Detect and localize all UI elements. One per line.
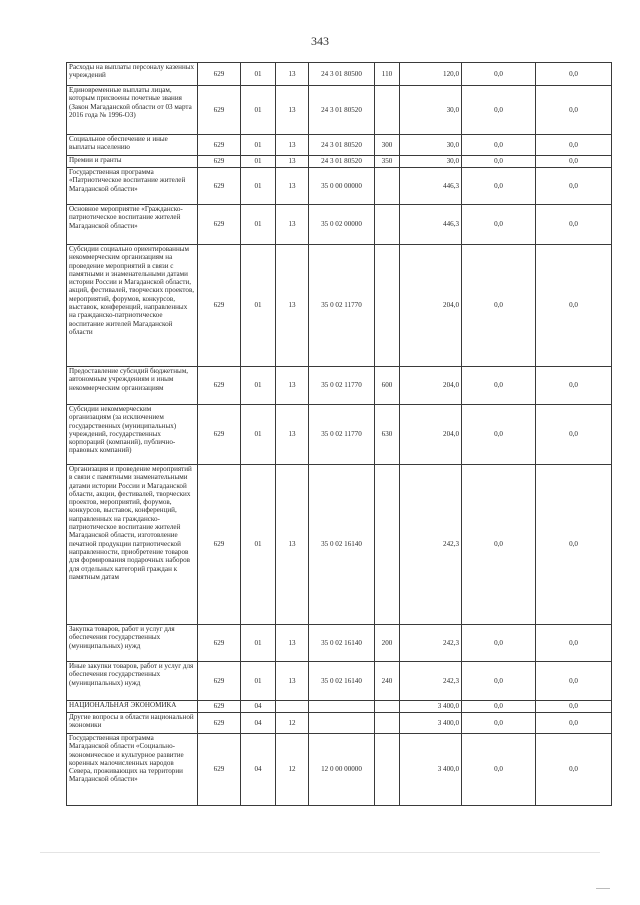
cell-name: Иные закупки товаров, работ и услуг для обеспечения государственных (муниципальных) нужд bbox=[67, 662, 198, 701]
cell-rz: 01 bbox=[241, 168, 276, 205]
cell-v1: 446,3 bbox=[400, 168, 462, 205]
cell-pr: 13 bbox=[276, 168, 309, 205]
cell-v2: 0,0 bbox=[462, 465, 536, 625]
cell-v2: 0,0 bbox=[462, 662, 536, 701]
table-row bbox=[67, 63, 612, 86]
cell-rz: 01 bbox=[241, 367, 276, 405]
cell-v2: 0,0 bbox=[462, 367, 536, 405]
table-row bbox=[67, 205, 612, 245]
cell-rz: 01 bbox=[241, 63, 276, 86]
cell-ved: 629 bbox=[198, 713, 241, 734]
cell-v3: 0,0 bbox=[536, 63, 612, 86]
cell-pr: 13 bbox=[276, 465, 309, 625]
cell-v3: 0,0 bbox=[536, 86, 612, 135]
cell-pr: 13 bbox=[276, 63, 309, 86]
cell-vr bbox=[375, 713, 400, 734]
cell-vr bbox=[375, 701, 400, 713]
cell-v3: 0,0 bbox=[536, 205, 612, 245]
cell-vr bbox=[375, 245, 400, 367]
cell-rz: 01 bbox=[241, 135, 276, 156]
cell-v3: 0,0 bbox=[536, 662, 612, 701]
cell-ved: 629 bbox=[198, 63, 241, 86]
cell-name: Организация и проведение мероприятий в связи с памятными знаменательными датами истории России и Магаданской области, акции, фестивалей, творческих проектов, мероприятий, форумов, конкурсов, выставок, конференций, направленных на гражданско-патриотическое воспитание жителей Магаданской области, изготовление печатной продукции патриотической направленности, приобретение товаров для формирования подарочных наборов для отдельных категорий граждан к памятным датам bbox=[67, 465, 198, 625]
cell-name: Расходы на выплаты персоналу казенных учреждений bbox=[67, 63, 198, 86]
cell-name: Государственная программа Магаданской области «Социально-экономическое и культурное развитие коренных малочисленных народов Севера, проживающих на территории Магаданской области» bbox=[67, 734, 198, 806]
cell-name: Предоставление субсидий бюджетным, автономным учреждениям и иным некоммерческим организациям bbox=[67, 367, 198, 405]
cell-csr: 24 3 01 80520 bbox=[309, 156, 375, 168]
cell-pr: 12 bbox=[276, 713, 309, 734]
cell-rz: 01 bbox=[241, 156, 276, 168]
table-row bbox=[67, 135, 612, 156]
table-body bbox=[67, 63, 612, 806]
cell-pr bbox=[276, 701, 309, 713]
cell-rz: 01 bbox=[241, 465, 276, 625]
scan-artifact bbox=[596, 888, 610, 889]
cell-v2: 0,0 bbox=[462, 245, 536, 367]
cell-v1: 204,0 bbox=[400, 245, 462, 367]
table-row bbox=[67, 405, 612, 465]
cell-vr bbox=[375, 86, 400, 135]
table-row bbox=[67, 701, 612, 713]
cell-pr: 13 bbox=[276, 156, 309, 168]
cell-ved: 629 bbox=[198, 168, 241, 205]
cell-ved: 629 bbox=[198, 662, 241, 701]
cell-csr: 35 0 02 16140 bbox=[309, 625, 375, 662]
cell-ved: 629 bbox=[198, 367, 241, 405]
cell-csr: 24 3 01 80520 bbox=[309, 86, 375, 135]
cell-v3: 0,0 bbox=[536, 168, 612, 205]
cell-rz: 04 bbox=[241, 734, 276, 806]
cell-v2: 0,0 bbox=[462, 713, 536, 734]
cell-ved: 629 bbox=[198, 465, 241, 625]
cell-csr: 35 0 02 16140 bbox=[309, 465, 375, 625]
cell-name: Закупка товаров, работ и услуг для обеспечения государственных (муниципальных) нужд bbox=[67, 625, 198, 662]
cell-ved: 629 bbox=[198, 86, 241, 135]
cell-pr: 13 bbox=[276, 662, 309, 701]
cell-csr: 35 0 02 16140 bbox=[309, 662, 375, 701]
cell-csr: 12 0 00 00000 bbox=[309, 734, 375, 806]
cell-csr: 35 0 02 11770 bbox=[309, 405, 375, 465]
cell-v1: 30,0 bbox=[400, 135, 462, 156]
cell-ved: 629 bbox=[198, 245, 241, 367]
cell-vr: 300 bbox=[375, 135, 400, 156]
cell-v1: 204,0 bbox=[400, 367, 462, 405]
cell-v1: 204,0 bbox=[400, 405, 462, 465]
cell-name: Другие вопросы в области национальной экономики bbox=[67, 713, 198, 734]
cell-csr: 24 3 01 80520 bbox=[309, 135, 375, 156]
cell-v1: 242,3 bbox=[400, 465, 462, 625]
cell-csr: 35 0 00 00000 bbox=[309, 168, 375, 205]
cell-v1: 30,0 bbox=[400, 86, 462, 135]
cell-v1: 3 400,0 bbox=[400, 734, 462, 806]
cell-vr bbox=[375, 168, 400, 205]
cell-v2: 0,0 bbox=[462, 86, 536, 135]
cell-pr: 13 bbox=[276, 86, 309, 135]
cell-vr: 240 bbox=[375, 662, 400, 701]
cell-v3: 0,0 bbox=[536, 245, 612, 367]
table-row bbox=[67, 367, 612, 405]
cell-v3: 0,0 bbox=[536, 713, 612, 734]
cell-pr: 13 bbox=[276, 205, 309, 245]
cell-v3: 0,0 bbox=[536, 625, 612, 662]
table-row bbox=[67, 465, 612, 625]
cell-v2: 0,0 bbox=[462, 625, 536, 662]
cell-v2: 0,0 bbox=[462, 63, 536, 86]
cell-v1: 3 400,0 bbox=[400, 713, 462, 734]
cell-v3: 0,0 bbox=[536, 156, 612, 168]
cell-name: Единовременные выплаты лицам, которым присвоены почетные звания (Закон Магаданской области от 03 марта 2016 года № 1996-ОЗ) bbox=[67, 86, 198, 135]
cell-v3: 0,0 bbox=[536, 405, 612, 465]
cell-v3: 0,0 bbox=[536, 701, 612, 713]
cell-v2: 0,0 bbox=[462, 405, 536, 465]
cell-name: НАЦИОНАЛЬНАЯ ЭКОНОМИКА bbox=[67, 701, 198, 713]
cell-v1: 242,3 bbox=[400, 625, 462, 662]
cell-v2: 0,0 bbox=[462, 205, 536, 245]
cell-v2: 0,0 bbox=[462, 168, 536, 205]
cell-pr: 13 bbox=[276, 367, 309, 405]
table-row bbox=[67, 713, 612, 734]
cell-v1: 3 400,0 bbox=[400, 701, 462, 713]
table-row bbox=[67, 662, 612, 701]
table-row bbox=[67, 86, 612, 135]
cell-vr bbox=[375, 734, 400, 806]
cell-vr: 350 bbox=[375, 156, 400, 168]
cell-v2: 0,0 bbox=[462, 156, 536, 168]
cell-csr: 35 0 02 11770 bbox=[309, 367, 375, 405]
cell-csr: 35 0 02 11770 bbox=[309, 245, 375, 367]
cell-ved: 629 bbox=[198, 701, 241, 713]
page-number: 343 bbox=[311, 34, 329, 48]
cell-ved: 629 bbox=[198, 734, 241, 806]
cell-name: Государственная программа «Патриотическое воспитание жителей Магаданской области» bbox=[67, 168, 198, 205]
cell-csr: 24 3 01 80500 bbox=[309, 63, 375, 86]
cell-vr: 200 bbox=[375, 625, 400, 662]
cell-ved: 629 bbox=[198, 135, 241, 156]
cell-name: Субсидии социально ориентированным некоммерческим организациям на проведение мероприятий в связи с памятными и знаменательными датами истории России и Магаданской области, акций, фестивалей, творческих проектов, мероприятий, форумов, конкурсов, выставок, конференций, направленных на гражданско-патриотическое воспитание жителей Магаданской области bbox=[67, 245, 198, 367]
cell-vr bbox=[375, 465, 400, 625]
cell-v2: 0,0 bbox=[462, 701, 536, 713]
table-row bbox=[67, 734, 612, 806]
cell-pr: 13 bbox=[276, 245, 309, 367]
cell-pr: 13 bbox=[276, 135, 309, 156]
cell-vr: 630 bbox=[375, 405, 400, 465]
cell-rz: 01 bbox=[241, 662, 276, 701]
cell-ved: 629 bbox=[198, 405, 241, 465]
cell-rz: 01 bbox=[241, 405, 276, 465]
table-row bbox=[67, 168, 612, 205]
cell-rz: 01 bbox=[241, 245, 276, 367]
cell-ved: 629 bbox=[198, 205, 241, 245]
cell-v1: 242,3 bbox=[400, 662, 462, 701]
cell-v1: 30,0 bbox=[400, 156, 462, 168]
cell-v2: 0,0 bbox=[462, 734, 536, 806]
cell-v1: 120,0 bbox=[400, 63, 462, 86]
cell-v3: 0,0 bbox=[536, 465, 612, 625]
cell-csr bbox=[309, 701, 375, 713]
cell-ved: 629 bbox=[198, 625, 241, 662]
cell-vr: 600 bbox=[375, 367, 400, 405]
cell-v3: 0,0 bbox=[536, 135, 612, 156]
cell-pr: 12 bbox=[276, 734, 309, 806]
cell-rz: 01 bbox=[241, 625, 276, 662]
cell-name: Социальное обеспечение и иные выплаты населению bbox=[67, 135, 198, 156]
cell-name: Премии и гранты bbox=[67, 156, 198, 168]
cell-vr: 110 bbox=[375, 63, 400, 86]
table-row bbox=[67, 625, 612, 662]
cell-rz: 04 bbox=[241, 701, 276, 713]
budget-table bbox=[66, 62, 612, 806]
scan-artifact bbox=[40, 852, 600, 853]
cell-csr: 35 0 02 00000 bbox=[309, 205, 375, 245]
cell-rz: 01 bbox=[241, 86, 276, 135]
cell-v3: 0,0 bbox=[536, 367, 612, 405]
table-row bbox=[67, 156, 612, 168]
cell-name: Основное мероприятие «Гражданско-патриотическое воспитание жителей Магаданской области» bbox=[67, 205, 198, 245]
cell-ved: 629 bbox=[198, 156, 241, 168]
cell-pr: 13 bbox=[276, 625, 309, 662]
cell-v2: 0,0 bbox=[462, 135, 536, 156]
cell-rz: 04 bbox=[241, 713, 276, 734]
cell-v1: 446,3 bbox=[400, 205, 462, 245]
cell-vr bbox=[375, 205, 400, 245]
cell-name: Субсидии некоммерческим организациям (за исключением государственных (муниципальных) учреждений, государственных корпораций (компаний), публично-правовых компаний) bbox=[67, 405, 198, 465]
table-row bbox=[67, 245, 612, 367]
cell-rz: 01 bbox=[241, 205, 276, 245]
cell-pr: 13 bbox=[276, 405, 309, 465]
cell-csr bbox=[309, 713, 375, 734]
cell-v3: 0,0 bbox=[536, 734, 612, 806]
